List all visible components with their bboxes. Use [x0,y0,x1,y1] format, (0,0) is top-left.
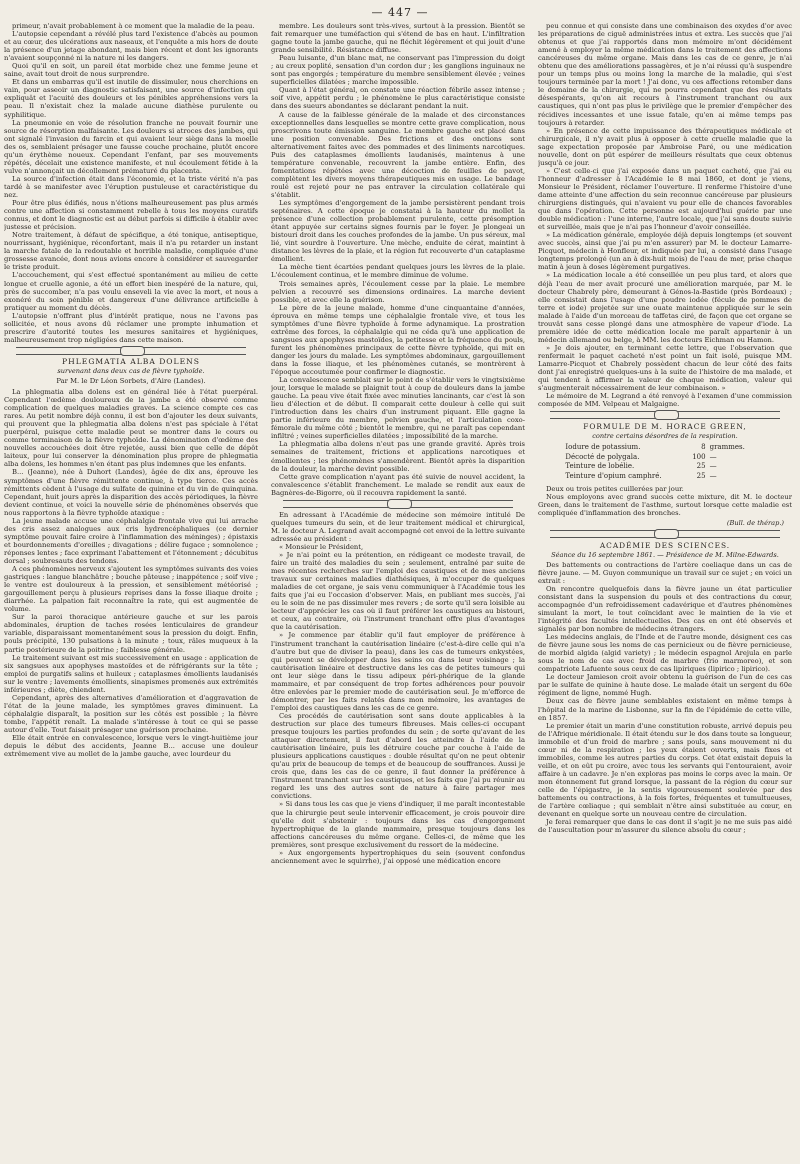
section-divider [550,411,780,419]
paragraph: La phlegmatia alba dolens n'eut pas une grande gravité. Après trois semaines de traitement, frictions et applications narcotiques et émollientes ; les phénomènes s'amendèrent. Bientôt après la disparition de la douleur, la marche devint possible. [271,440,525,473]
academy-title: ACADÉMIE DES SCIENCES. [599,540,731,550]
column-3 [538,22,792,1160]
paragraph: » C'est celle-ci que j'ai exposée dans un paquet cacheté, que j'ai eu l'honneur d'adresser à l'Académie le 8 mai 1860, et dont je viens, Monsieur le Président, réclamer l'ouverture. Il renferme l'histoire d'une dame atteinte d'une affection du sein reconnue cancéreuse par plusieurs chirurgiens distingués, qui n'avaient vu pour elle de chances favorables que dans l'opération. Cette personne est aujourd'hui guérie par une double médication : l'une interne, l'autre locale, que j'ai sans doute suivie et surveillée, mais que je n'ai pas l'honneur d'avoir conseillée. [538,166,792,232]
paragraph: » Je commence par établir qu'il faut employer de préférence à l'instrument tranchant la cautérisation linéaire (c'est-à-dire celle qui n'a d'autre but que de diviser la peau), dans les cas de tumeurs enkystées, qui peuvent se développer dans les seins ou dans leur voisinage ; la cautérisation linéaire et destructive dans les cas de petites tumeurs qui ont leur siège dans le tissu adipeux péri-phérique de la glande mammaire, et par conséquent de trop fortes adhérences pour pouvoir être enlevées par le premier mode de cautérisation seul. Je m'efforce de démontrer, par les faits relatés dans mon mémoire, les avantages de l'emploi des caustiques dans les cas de ce genre. [271,631,525,712]
recipe-ingredient: Teinture d'opium camphré. [565,471,662,480]
recipe-table [563,443,766,481]
section-divider [16,347,246,355]
paragraph: Nous employons avec grand succès cette mixture, dit M. le docteur Green, dans le traitement de l'asthme, surtout lorsque cette maladie est compliquée d'inflammation des bronches. [538,493,792,518]
paragraph: Quant à l'état général, on constate une réaction fébrile assez intense ; soif vive, appétit perdu ; le phénomène le plus caractéristique consiste dans des sueurs abondantes se déclarant pendant la nuit. [271,86,525,111]
recipe-ingredient: Iodure de potassium. [565,443,641,452]
column-1-article-body [4,388,258,758]
source-citation: (Bull. de thérap.) [726,518,784,527]
paragraph: Le docteur Jamieson croit avoir obtenu la guérison de l'un de ces cas par le sulfate de quinine à haute dose. Le malade était un sergent du 60e régiment de ligne, nommé Hugh. [538,673,792,698]
section-divider [550,530,780,538]
paragraph: Et dans un embarras qu'il est inutile de dissimuler, nous cherchions en vain, pour asseoir un diagnostic satisfaisant, une source d'infection qui expliquât et l'acuité des douleurs et les pénibles appréhensions vers la peau. Il n'existait chez la malade aucune diathèse purulente ou syphilitique. [4,78,258,119]
recipe-row [563,462,766,472]
paragraph: La mèche tient écartées pendant quelques jours les lèvres de la plaie. L'écoulement continua, et le membre diminue de volume. [271,263,525,280]
paragraph: La pneumonie en voie de résolution franche ne pouvait fournir une source de résorption malfaisante. Les douleurs si atroces des jambes, qui ont signalé l'invasion du farcin et qui avaient leur siège dans la moelle des os, semblaient présager une fausse couche prochaine, plutôt encore qu'un érythème noueux. Cependant l'enfant, par ses mouvements répétés, décelait une existence manifeste, et nul écoulement fétide à la vulve n'annonçait un décollement prématuré du placenta. [4,118,258,175]
recipe-quantity: 25 [696,462,706,471]
recipe-unit: — [709,452,717,461]
column-3-academy-body [538,561,792,835]
paragraph: » Je dois ajouter, en terminant cette lettre, que l'observation que renfermait le paquet cacheté n'est point un fait isolé, puisque MM. Lamarre-Picquot et Chabrely possèdent chacun de leur côté des faits dont j'ai enregistré quelques-uns à la suite de l'histoire de ma malade, et qui tendent à affirmer la valeur de chaque médication, valeur qui s'augmenterait nécessairement de leur combinaison. » [538,343,792,393]
paragraph: » En présence de cette impuissance des thérapeutiques médicale et chirurgicale, il n'y avait plus à opposer à cette cruelle maladie que la sage expectation proposée par Ambroise Paré, ou une médication nouvelle, dont on pût espérer de meilleurs résultats que ceux obtenus jusqu'à ce jour. [538,126,792,167]
recipe-unit: — [709,462,717,471]
article-title: PHLEGMATIA ALBA DOLENS [62,356,200,366]
column-2 [271,22,525,1160]
paragraph: membre. Les douleurs sont très-vives, surtout à la pression. Bientôt se fait remarquer une tuméfaction qui s'étend de bas en haut. L'infiltration gagne toute la jambe gauche, qui ne fléchit légèrement et qui jouit d'une grande sensibilité. Résistance diffuse. [271,22,525,55]
paragraph: Quoi qu'il en soit, un pareil état morbide chez une femme jeune et saine, avait tout droit de nous surprendre. [4,62,258,79]
recipe-ingredient: Teinture de lobélie. [565,462,635,471]
paragraph: Je ferai remarquer que dans le cas dont il s'agit je ne me suis pas aidé de l'auscultation pour m'assurer du silence absolu du cœur ; [538,818,792,835]
paragraph: La phlegmatia alba dolens est en général liée à l'état puerpéral. Cependant l'œdème douloureux de la jambe a été observé comme complication de quelques maladies graves. La science compte ces cas rares. Au petit nombre déjà connu, il est bon d'ajouter les deux suivants, qui prouvent que la phlegmatia alba dolens n'est pas spéciale à l'état puerpéral, puisque cette maladie peut se montrer dans le cours ou comme terminaison de la fièvre typhoïde. La dénomination d'œdème des nouvelles accouchées doit être rejetée, aussi bien que celle de dépôt laiteux, pour lui conserver la dénomination plus propre de phlegmatia alba dolens, les hommes n'en étant pas plus indemnes que les enfants. [4,388,258,469]
recipe-quantity: 8 [701,443,706,452]
paragraph: Peau luisante, d'un blanc mat, ne conservant pas l'impression du doigt ; au creux poplité, sensation d'un cordon dur ; les ganglions inguinaux ne sont pas engorgés ; température du membre sensiblement élevée ; veines superficielles dilatées ; marche impossible. [271,54,525,87]
recipe-row [563,443,766,453]
paragraph: B... (Jeanne), née à Duhort (Landes), âgée de dix ans, éprouve les symptômes d'une fièvre rémittente continue, à type tierce. Ces accès rémittents cèdent à l'usage du sulfate de quinine et du vin de quinquina. Cependant, huit jours après la disparition des accès périodiques, la fièvre devient continue, et voici la nouvelle série de phénomènes observés que nous rapportons à la fièvre typhoïde ataxique : [4,468,258,517]
recipe-unit: — [709,471,717,480]
paragraph: La jeune malade accuse une céphalalgie frontale vive qui lui arrache des cris assez analogues aux cris hydrencéphaliques (ce dernier symptôme pouvait faire croire à l'inflammation des méninges) ; épistaxis et bourdonnements d'oreilles ; divagations ; délire fugace ; somnolence ; réponses lentes ; face exprimant l'abattement et l'étonnement ; décubitus dorsal ; soubresauts des tendons. [4,516,258,565]
paragraph: » Si dans tous les cas que je viens d'indiquer, il me paraît incontestable que la chirurgie peut seule intervenir efficacement, je crois pouvoir dire qu'elle doit s'abstenir : toujours dans les cas d'engorgement hypertrophique de la glande mammaire, presque toujours dans les affections cancéreuses du même organe. Celles-ci, de même que les premières, sont presque exclusivement du ressort de la médecine. [271,800,525,849]
column-1 [4,22,258,1160]
paragraph: Des battements ou contractions de l'artère coeliaque dans un cas de fièvre jaune. — M. Guyon communique un travail sur ce sujet ; en voici un extrait : [538,560,792,585]
formula-subtitle: contre certains désordres de la respiration. [592,432,738,441]
recipe-row [563,472,766,482]
paragraph: Pour être plus édifiés, nous n'étions malheureusement pas plus armés contre une affection si constamment rebelle à tous les moyens curatifs connus, et dont le diagnostic est au début parfois si difficile à établir avec justesse et précision. [4,199,258,232]
paragraph: L'accouchement, qui s'est effectué spontanément au milieu de cette longue et cruelle agonie, a été un effort bien inespéré de la nature, qui, près de succomber, n'a pas voulu enseveli la vie avec la mort, et nous a exonéré du soin pénible et dangereux d'une délivrance artificielle à pratiquer au moment du décès. [4,271,258,312]
recipe-quantity: 100 [692,452,706,461]
paragraph: La convalescence semblait sur le point de s'établir vers le vingtsixième jour, lorsque le malade se plaignit tout à coup de douleurs dans la jambe gauche. La peau vive était fixée avec minuties lancinants, car c'est là son lieu d'élection et de début. Il comparait cette douleur à celle qui suit l'introduction dans les chairs d'un instrument piquant. Elle gagne la partie inférieure du membre, pelvien gauche, et l'articulation coxo-fémorale du même côté ; bientôt le membre, qui ne paraît pas cependant infiltré ; veines superficielles dilatées ; impossibilité de la marche. [271,376,525,441]
column-2-letter-body [271,511,525,865]
paragraph: Notre traitement, à défaut de spécifique, a été tonique, antiseptique, nourrissant, hygiénique, réconfortant, mais il n'a pu retarder un instant la marche fatale de la redoutable et horrible maladie, compliquée d'une grossesse avancée, dont nous avions encore à considérer et sauvegarder le triste produit. [4,231,258,272]
paragraph: L'autopsie n'offrant plus d'intérêt pratique, nous ne l'avons pas sollicitée, et nous avons dû réclamer une prompte inhumation et prescrire d'autorité toutes les mesures sanitaires et hygiéniques, malheureusement trop négligées dans cette maison. [4,311,258,344]
recipe-quantity: 25 [696,471,706,480]
paragraph: Deux cas de fièvre jaune semblables existaient en même temps à l'hôpital de la marine de Lisbonne, sur la fin de l'épidémie de cette ville, en 1857. [538,697,792,722]
paragraph: Les symptômes d'engorgement de la jambe persistèrent pendant trois septénaires. A cette époque je constatai à la hauteur du mollet la présence d'une collection probablement purulente, cette présomption étant appuyée sur certains signes fournis par le foyer. Je plongeai un bistouri droit dans les couches profondes de la jambe. Un pus séreux, mal lié, vint sourdre à l'ouverture. Une mèche, enduite de cérat, maintint à distance les lèvres de la plaie, et la région fut recouverte d'un cataplasme émollient. [271,199,525,264]
paragraph: Ces procédés de cautérisation sont sans doute applicables à la destruction sur place des tumeurs fibreuses. Mais celles-ci occupant presque toujours les parties profondes du sein ; de sorte qu'avant de les attaquer directement, il faut d'abord les atteindre à l'aide de la cautérisation linéaire, puis les détruire couche par couche à l'aide de plusieurs applications caustiques : double résultat qu'on ne peut obtenir qu'au prix de beaucoup de temps et de beaucoup de souffrances. Aussi je crois que, dans les cas de ce genre, il faut donner la préférence à l'instrument tranchant sur les caustiques, et les faits que j'ai pu réunir au regard les uns des autres sont de nature à faire partager mes convictions. [271,711,525,801]
paragraph: peu connue et qui consiste dans une combinaison des oxydes d'or avec les préparations de ciguë administrées intus et extra. Les succès que j'ai obtenus et que j'ai rapportés dans mon mémoire m'ont décidément amené à employer la même médication dans le traitement des affections cancéreuses du même organe. Mais dans les cas de ce genre, je n'ai obtenu que des améliorations passagères, et je n'ai réussi qu'à suspendre pour un temps plus ou moins long la marche de la maladie, qui s'est toujours terminée par la mort ! J'ai donc, vu ces affections retomber dans le domaine de la chirurgie, qui ne pourra cependant que des résultats désespérants, qu'on ait recours à l'instrument tranchant ou aux caustiques, qui n'ont pas plus le privilège que le premier d'empêcher des récidives incessantes et une issue fatale, qu'en ai même temps pas toujours à retarder. [538,22,792,127]
column-1-body [4,22,258,344]
recipe-ingredient: Décocté de polygala. [565,452,640,461]
paragraph: On rencontre quelquefois dans la fièvre jaune un état particulier consistant dans la suspension du pouls et des contractions du cœur, accompagnée d'un refroidissement cadavérique et d'autres phénomènes simulant la mort, le tout coïncidant avec le maintien de la vie et l'intégrité des facultés intellectuelles. Des cas en ont été observés et signalés par bon nombre de médecins étrangers. [538,584,792,634]
paragraph: En adressant à l'Académie de médecine son mémoire intitulé De quelques tumeurs du sein, et de leur traitement médical et chirurgical, M. le docteur A. Legrand avait accompagné cet envoi de la lettre suivante adressée au président : [271,510,525,543]
formula-title: FORMULE DE M. HORACE GREEN, [583,422,747,432]
paragraph: » La médication locale a été conseillée un peu plus tard, et alors que déjà l'eau de mer avait procuré une amélioration marquée, par M. le docteur Chabrely père, demeurant à Génos-la-Bastide (près Bordeaux) ; elle consistait dans l'usage d'une poudre iodée (fécule de pommes de terre et iode) projetée sur une ouate maintenue appliquée sur le sein malade à l'aide d'un morceau de taffetas ciré, de façon que cet organe se trouvât sans cesse plongé dans une atmosphère de vapeur d'iode. La première idée de cette médication locale me paraît appartenir à un médecin allemand ou belge, à MM. les docteurs Eichman ou Hamon. [538,271,792,344]
paragraph: La source d'infection était dans l'économie, et la triste vérité n'a pas tardé à se manifester avec l'éruption pustuleuse et caractéristique du nez. [4,174,258,199]
recipe-unit: grammes. [709,443,745,452]
column-2-body [271,22,525,497]
academy-session: Séance du 16 septembre 1861. — Présidence de M. Milne-Edwards. [551,550,779,559]
paragraph: » La médication générale, employée déjà depuis longtemps (et souvent avec succès, ainsi que j'ai pu m'en assurer) par M. le docteur Lamarre-Picquot, médecin à Honfleur, et indiquée par lui, a consisté dans l'usage longtemps prolongé (un an à dix-huit mois) de l'eau de mer, prise chaque matin à jeun à doses légèrement purgatives. [538,231,792,272]
paragraph: Sur la paroi thoracique antérieure gauche et sur les parois abdominales, éruption de taches rosées lenticulaires de grandeur variable, disparaissant momentanément sous la pression du doigt. Enfin, pouls précipité, 130 pulsations à la minute ; toux, râles muqueux à la partie postérieure de la poitrine ; faiblesse générale. [4,613,258,654]
recipe-notes [538,485,792,517]
paragraph: Cependant, après des alternatives d'amélioration et d'aggravation de l'état de la jeune malade, les symptômes graves diminuent. La céphalalgie disparaît, la position sur les côtés est possible ; la fièvre tombe, l'appétit renaît. La malade s'intéresse à tout ce qui se passe autour d'elle. Tout faisait présager une guérison prochaine. [4,693,258,734]
paragraph: Deux ou trois petites cuillerées par jour. [546,485,684,494]
recipe-row [563,453,766,463]
paragraph: » Je n'ai point eu la prétention, en rédigeant ce modeste travail, de faire un traité des maladies du sein ; seulement, entraîné par suite de mes récentes recherches sur l'emploi des caustiques et de mes anciens travaux sur certaines maladies diathésiques, à m'occuper de quelques maladies de cet organe, je sais venu communiquer à l'Académie tous les faits que j'ai eu l'occasion d'observer. Mais, en publiant mes succès, j'ai eu le soin de ne pas dissimuler mes revers ; de sorte qu'il sera loisible au lecteur d'apprécier les cas où il faut préférer les caustiques au bistouri, et ceux, au contraire, où l'instrument tranchant offre plus d'avantages que la cautérisation. [271,551,525,632]
paragraph: « Monsieur le Président, [279,542,364,551]
paragraph: » Aux engorgements hypertrophiques du sein (souvent confondus anciennement avec le squirrhe), j'ai opposé une médication encore [271,848,525,865]
paragraph: L'autopsie cependant a révélé plus tard l'existence d'abcès au poumon et au cœur, des ulcérations aux naseaux, et l'enquête a mis hors de doute la présence d'un jetage abondant, mais bien récent et dont les ignorants n'avaient soupçonné ni la nature ni les dangers. [4,30,258,63]
paragraph: Elle était entrée en convalescence, lorsque vers le vingt-huitième jour depuis le début des accidents, Jeanne B... accuse une douleur extrêmement vive au mollet de la jambe gauche, avec lourdeur du [4,734,258,759]
paragraph: Les médecins anglais, de l'Inde et de l'autre monde, désignent ces cas de fièvre jaune sous les noms de cas pernicieux ou de fièvre pernicieuse, de morbid algida (algid variety) ; le médecin espagnol Arejula en parle sous le nom de cas avec froid de marbre (frio marmoreo), et son compatriote Lafuente sous ceux de cas lipiriques (lipirico ; lipirico). [538,633,792,674]
paragraph: A cause de la faiblesse générale de la malade et des circonstances exceptionnelles dans lesquelles se montre cette grave complication, nous proscrivons toute émission sanguine. Le membre gauche est placé dans une position convenable. Des frictions et des onctions sont alternativement faites avec des pommades et des liniments narcotiques. Puis des cataplasmes émollients laudanisés, maintenus à une température convenable, recouvrent la jambe entière. Enfin, des fomentations répétées avec une décoction de feuilles de pavot, complètent les divers moyens thérapeutiques mis en usage. Le bandage roulé est rejeté pour ne pas entraver la circulation collatérale qui s'établit. [271,110,525,199]
text-columns [4,22,792,1160]
paragraph: primeur, n'avait probablement à ce moment que la maladie de la peau. [12,22,255,30]
section-divider [283,500,513,508]
article-subtitle: survenant dans deux cas de fièvre typhoïde. [57,366,205,375]
paragraph: A ces phénomènes nerveux s'ajoutent les symptômes suivants des voies gastriques : langue blanchâtre ; bouche pâteuse ; inappétence ; soif vive ; le ventre est douloureux à la pression, et sensiblement météorisé ; gargouillement perçu à plusieurs reprises dans la fosse iliaque droite ; diarrhée. La palpation fait reconnaître la rate, qui est augmentée de volume. [4,565,258,614]
page-number: — 447 — [371,6,429,19]
paragraph: Le père de la jeune malade, homme d'une cinquantaine d'années, éprouva en même temps une céphalalgie frontale vive, et tous les symptômes d'une fièvre typhoïde à forme adynamique. La prostration extrême des forces, la céphalalgie qui ne céda qu'à une application de sangsues aux apophyses mastoïdes, la petitesse et la fréquence du pouls, furent les phénomènes principaux de cette fièvre typhoïde, qui mit en danger les jours du malade. Les symptômes abdominaux, gargouillement dans la fosse iliaque, et les phénomènes cutanés, se montrèrent à l'époque accoutumée pour confirmer le diagnostic. [271,303,525,377]
paragraph: Cette grave complication n'ayant pas été suivie de nouvel accident, la convalescence s'établit franchement. Le malade se rendit aux eaux de Bagnères-de-Bigorre, où il recouvra rapidement la santé. [271,472,525,497]
paragraph: Le mémoire de M. Legrand a été renvoyé à l'examen d'une commission composée de MM. Velpeau et Malgaigne. [538,392,792,409]
paragraph: Le premier était un marin d'une constitution robuste, arrivé depuis peu de l'Afrique méridionale. Il était étendu sur le dos dans toute sa longueur, immobile et d'un froid de marbre ; sans pouls, sans mouvement ni du cœur ni de la respiration ; les yeux étaient ouverts, mais fixes et immobiles, comme les autres parties du corps. Cet état existait depuis la veille, et on eût pu croire, avec tous les servants qui l'entouraient, avoir affaire à un cadavre. Je n'en exploras pas moins le corps avec la main. Or mon étonnement fut grand lorsque, la passant de la région du cœur sur celle de l'épigastre, je la sentis vigoureusement soulevée par des battements ou contractions, à la fois fortes, fréquentes et tumultueuses, de l'artère cœliaque ; qui semblait n'être ainsi substituée au cœur, en devenant en quelque sorte un nouveau centre de circulation. [538,721,792,819]
paragraph: Le traitement suivant est mis successivement en usage : application de six sangsues aux apophyses mastoïdes et de réfrigérants sur la tête ; emploi de purgatifs salins et huileux ; cataplasmes émollients laudanisés sur le ventre ; lavements émollients, sinapismes promenés aux extrémités inférieures ; diète, chiendent. [4,653,258,694]
paragraph: Trois semaines après, l'écoulement cesse par la plaie. Le membre pelvien a recouvré ses dimensions ordinaires. La marche devient possible, et avec elle la guérison. [271,279,525,304]
article-author: Par M. le Dr Léon Sorbets, d'Aire (Landes). [56,376,206,385]
column-3-body [538,22,792,408]
